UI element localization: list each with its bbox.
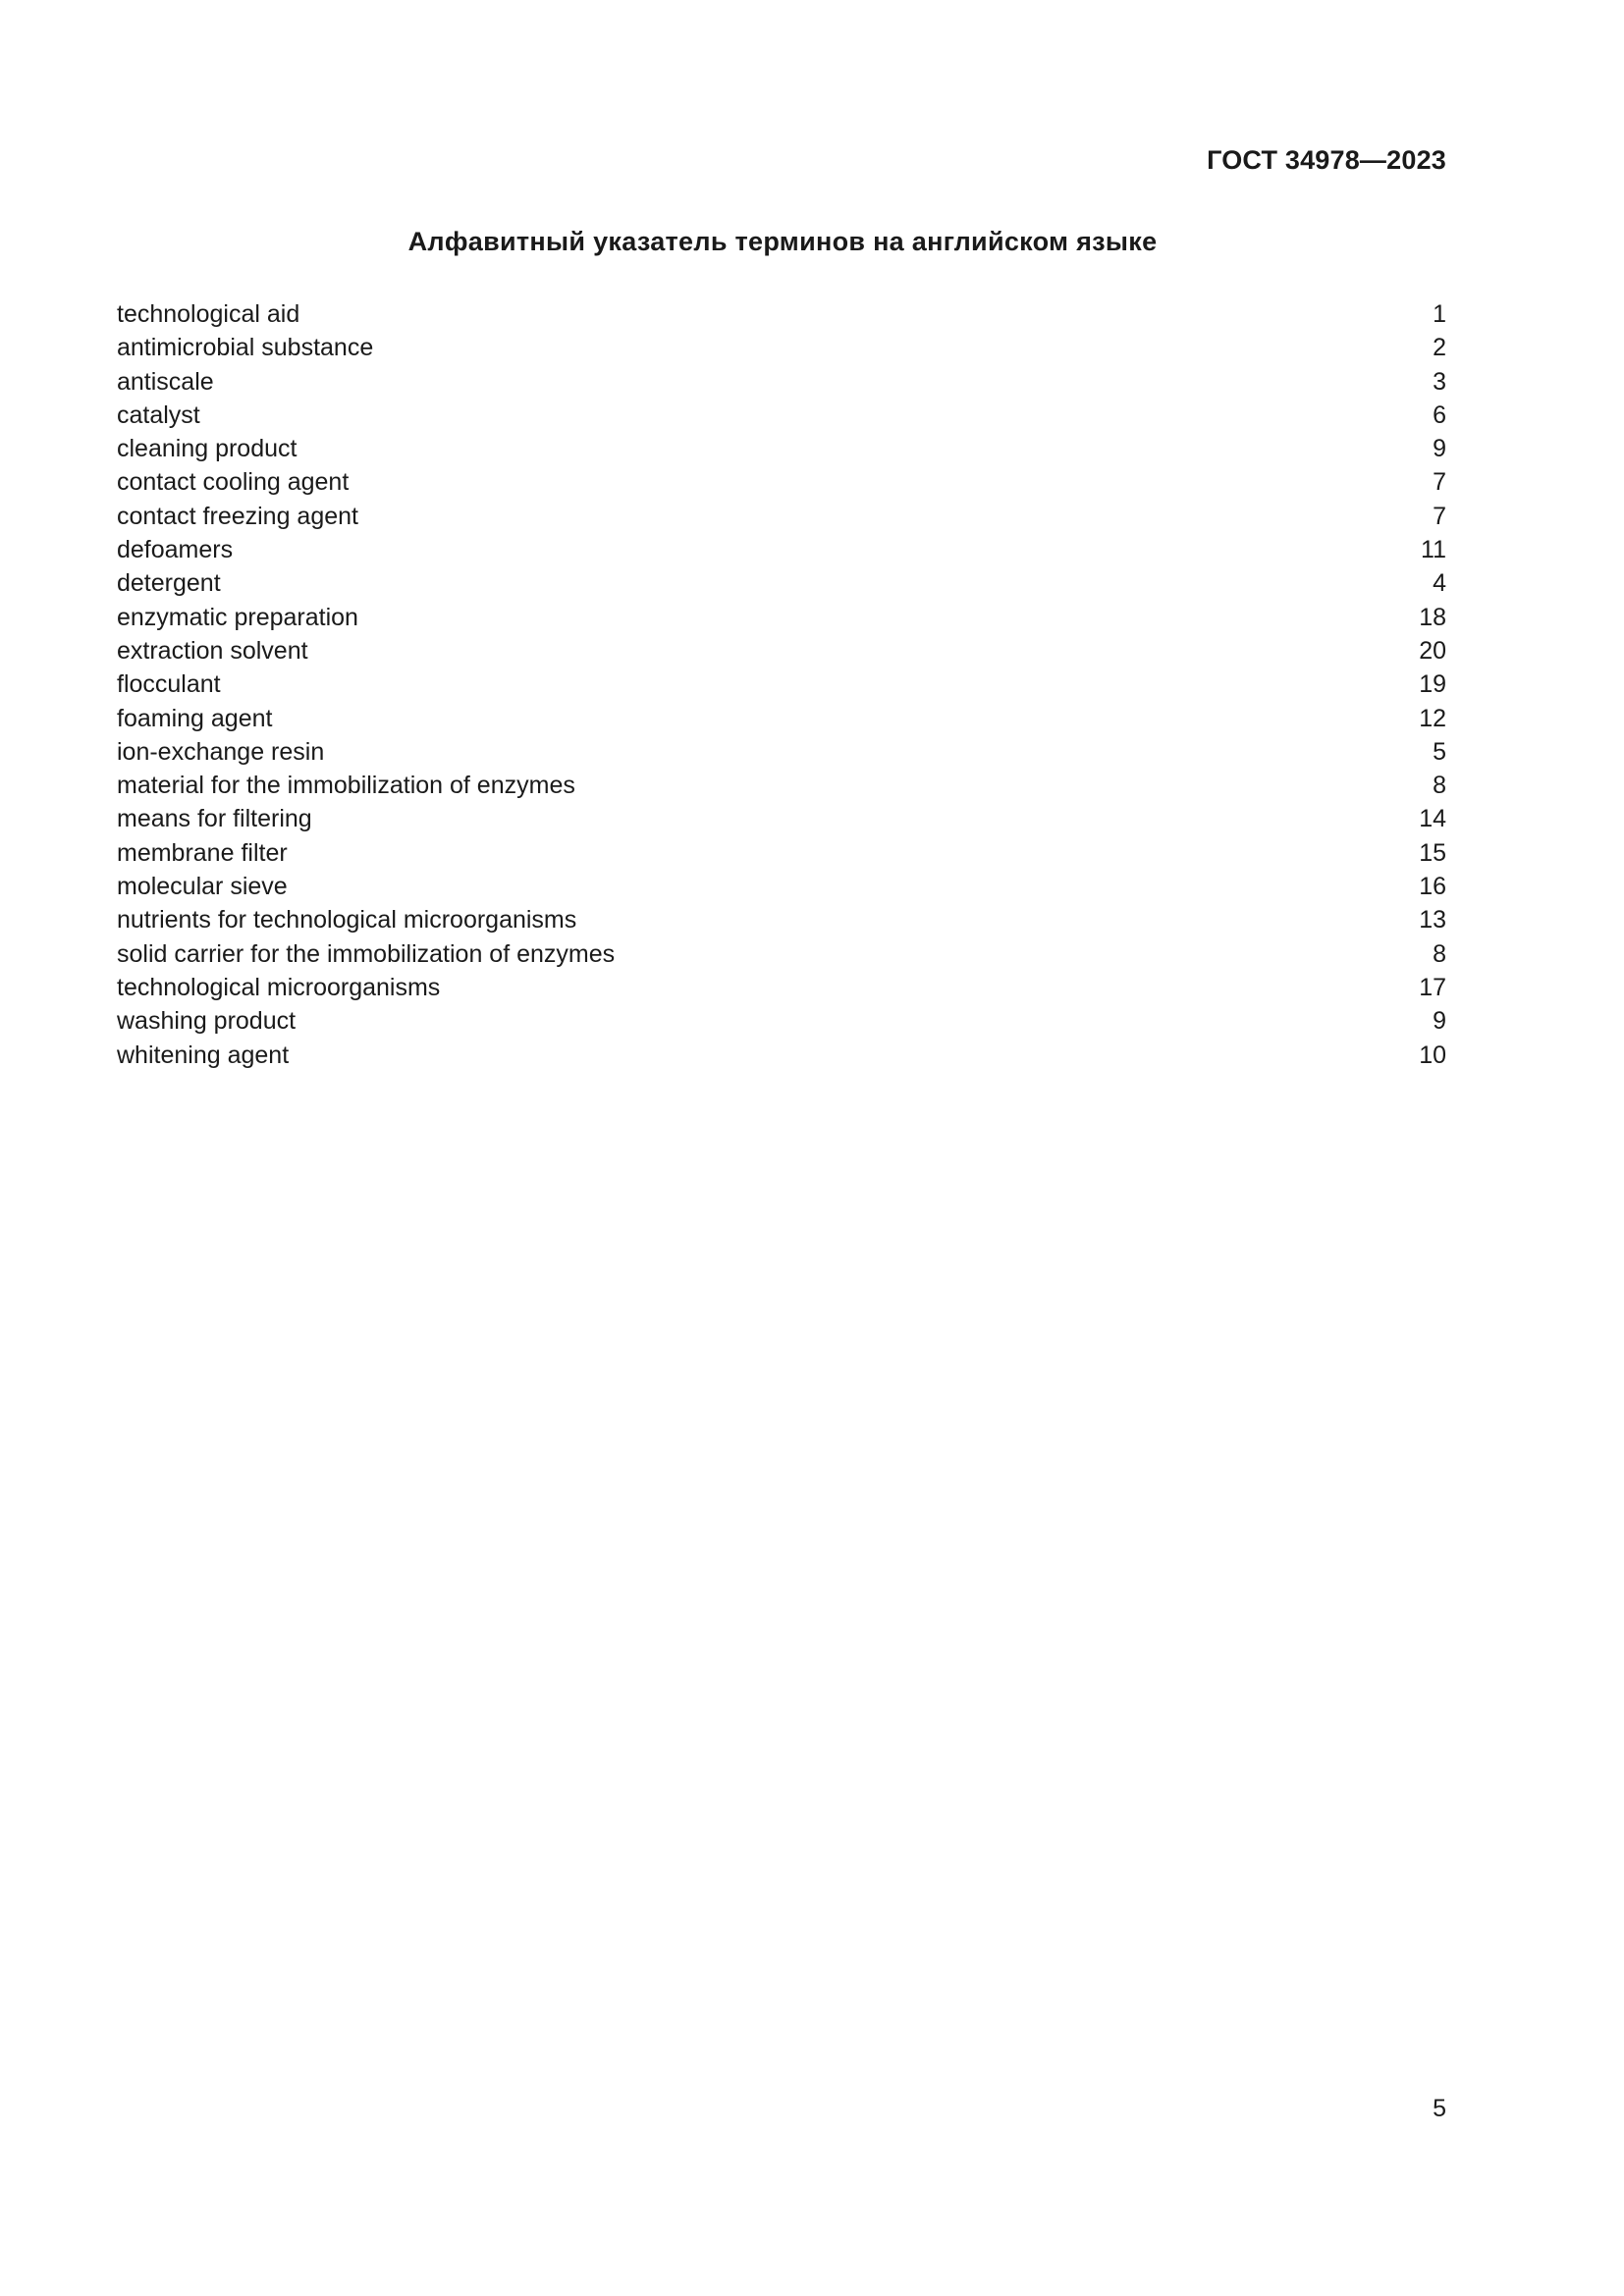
index-entry	[117, 432, 1446, 465]
index-term-number: 8	[1433, 772, 1446, 800]
index-term: solid carrier for the immobilization of enzymes	[117, 939, 616, 968]
index-term-number: 8	[1433, 939, 1446, 968]
index-term-number: 6	[1433, 400, 1446, 429]
index-entry	[117, 331, 1446, 364]
index-entry	[117, 500, 1446, 533]
index-term-number: 7	[1433, 502, 1446, 530]
index-term: defoamers	[117, 536, 234, 564]
index-entry	[117, 870, 1446, 903]
index-term-number: 3	[1433, 367, 1446, 396]
index-entry	[117, 297, 1446, 331]
index-term: extraction solvent	[117, 636, 308, 665]
standard-designation: ГОСТ 34978—2023	[1207, 145, 1446, 175]
index-term: enzymatic preparation	[117, 603, 358, 631]
index-entry	[117, 735, 1446, 769]
index-term-number: 9	[1433, 1007, 1446, 1036]
index-term-number: 20	[1419, 636, 1446, 665]
index-term: flocculant	[117, 670, 221, 699]
index-entry	[117, 533, 1446, 566]
index-term-number: 10	[1419, 1041, 1446, 1069]
index-term-number: 14	[1419, 805, 1446, 833]
index-term: cleaning product	[117, 435, 298, 463]
index-term: molecular sieve	[117, 873, 288, 901]
index-term-number: 15	[1419, 838, 1446, 867]
index-term-number: 7	[1433, 468, 1446, 497]
index-term-number: 1	[1433, 300, 1446, 328]
index-entry	[117, 399, 1446, 432]
index-entry	[117, 1039, 1446, 1072]
index-term-number: 11	[1421, 536, 1446, 564]
index-term: whitening agent	[117, 1041, 290, 1069]
index-term: detergent	[117, 569, 221, 598]
index-term-number: 9	[1433, 435, 1446, 463]
index-term-number: 19	[1419, 670, 1446, 699]
index-entry	[117, 634, 1446, 667]
index-term: catalyst	[117, 400, 200, 429]
index-term: technological aid	[117, 300, 300, 328]
index-term: nutrients for technological microorganisms	[117, 906, 577, 934]
index-term: antimicrobial substance	[117, 334, 374, 362]
index-entry	[117, 769, 1446, 802]
index-term: antiscale	[117, 367, 214, 396]
index-term: technological microorganisms	[117, 973, 441, 1001]
index-term: contact freezing agent	[117, 502, 358, 530]
index-entry	[117, 702, 1446, 735]
index-term: means for filtering	[117, 805, 312, 833]
index-term: washing product	[117, 1007, 297, 1036]
index-term: foaming agent	[117, 704, 273, 732]
index-term-number: 13	[1419, 906, 1446, 934]
index-term-number: 4	[1433, 569, 1446, 598]
index-term-number: 2	[1433, 334, 1446, 362]
index-entry	[117, 802, 1446, 835]
index-term: ion-exchange resin	[117, 737, 325, 766]
index-entry	[117, 971, 1446, 1004]
index-term-number: 12	[1419, 704, 1446, 732]
index-term: contact cooling agent	[117, 468, 350, 497]
index-entry	[117, 836, 1446, 870]
index-term: material for the immobilization of enzymes	[117, 772, 575, 800]
index-term-number: 17	[1419, 973, 1446, 1001]
index-term: membrane filter	[117, 838, 288, 867]
index-entry	[117, 903, 1446, 936]
index-entry	[117, 667, 1446, 701]
index-term-number: 5	[1433, 737, 1446, 766]
index-entry	[117, 1004, 1446, 1038]
index-entry	[117, 566, 1446, 600]
index-entry	[117, 937, 1446, 971]
index-entry	[117, 601, 1446, 634]
index-entry	[117, 465, 1446, 499]
index-term-number: 16	[1419, 873, 1446, 901]
page-number: 5	[1433, 2095, 1446, 2122]
index-term-number: 18	[1419, 603, 1446, 631]
term-index-list	[117, 297, 1446, 1072]
index-title: Алфавитный указатель терминов на английском языке	[407, 227, 1158, 256]
index-entry	[117, 365, 1446, 399]
